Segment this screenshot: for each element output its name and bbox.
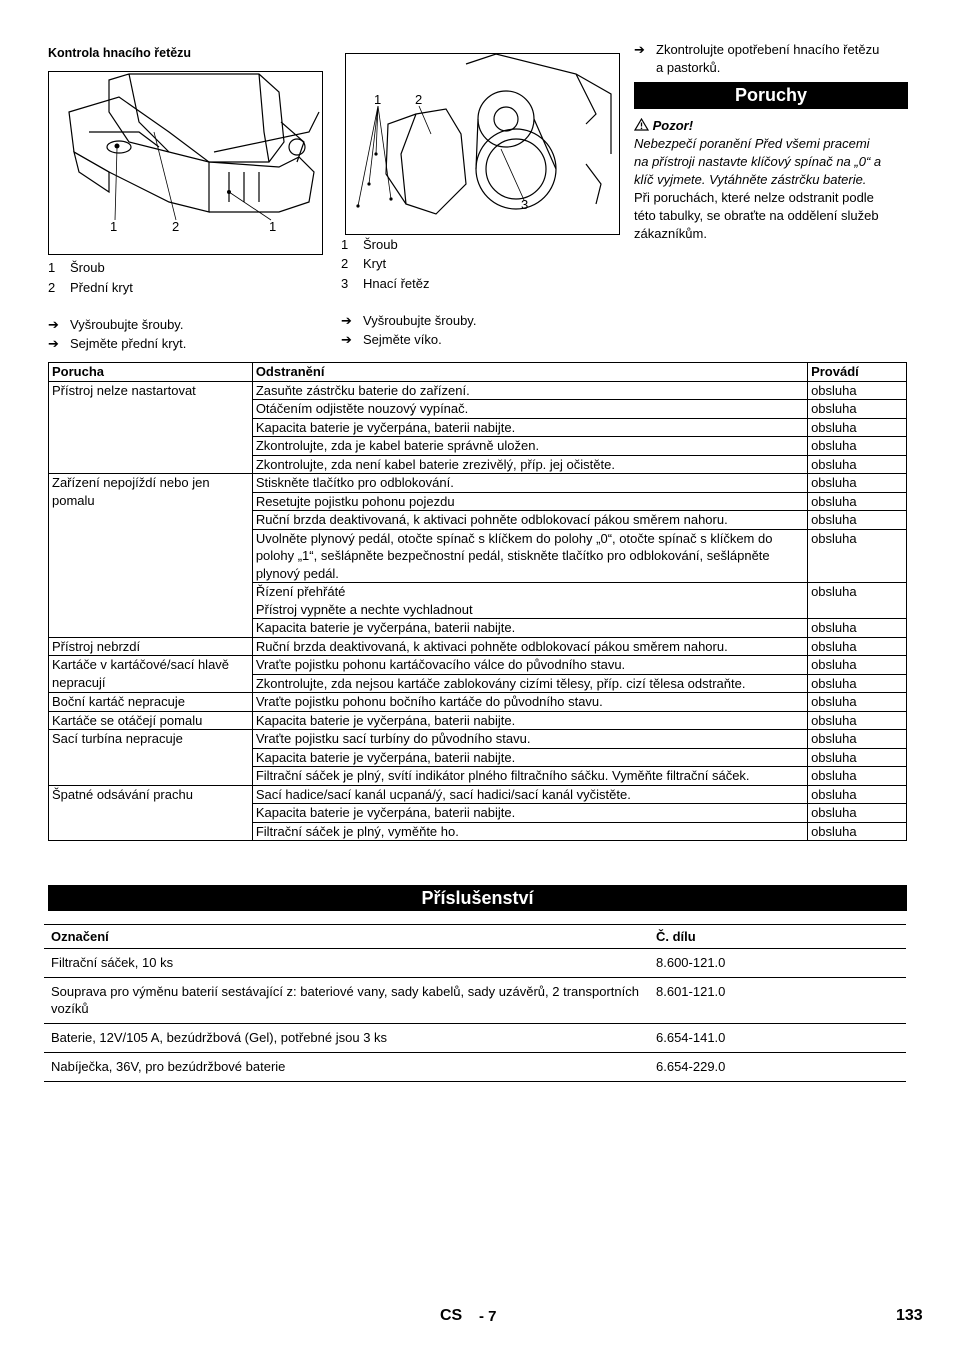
remedy-cell: Ruční brzda deaktivovaná, k aktivaci pohněte odblokovací pákou směrem nahoru. (252, 511, 807, 530)
table-row (49, 785, 907, 804)
performer-cell: obsluha (808, 619, 907, 638)
performer-cell: obsluha (808, 767, 907, 786)
table-row (49, 730, 907, 749)
fault-cell: Přístroj nebrzdí (49, 637, 253, 656)
legend-item: 3 Hnací řetěz (341, 276, 430, 291)
column-header: Odstranění (252, 363, 807, 382)
warning-text: Nebezpečí poranění Před všemi pracemi na přístroji nastavte klíčový spínač na „0“ a klíč vyjmete. Vytáhněte zástrčku baterie. (634, 136, 882, 187)
remedy-cell: Zkontrolujte, zda je kabel baterie správně uložen. (252, 437, 807, 456)
legend-item: 1 Šroub (48, 260, 105, 275)
fault-cell: Zařízení nepojíždí nebo jen pomalu (49, 474, 253, 638)
warning-triangle-icon (634, 118, 649, 131)
callout-1b: 1 (269, 219, 277, 234)
instruction-step: ➔ Sejměte víko. (341, 332, 442, 347)
fault-cell: Přístroj nelze nastartovat (49, 381, 253, 474)
faults-note: Při poruchách, které nelze odstranit podle této tabulky, se obraťte na oddělení služeb zákazníkům. (634, 190, 879, 241)
performer-cell: obsluha (808, 785, 907, 804)
callout-1: 1 (374, 92, 382, 107)
machine-front-illustration (49, 72, 322, 254)
fault-cell: Sací turbína nepracuje (49, 730, 253, 786)
drive-chain-illustration (346, 54, 619, 234)
accessory-name: Souprava pro výměnu baterií sestávající z: bateriové vany, sady kabelů, sady uzávěrů, 2 transportních vozíků (44, 978, 649, 1024)
table-row (44, 978, 906, 1024)
arrow-icon: ➔ (48, 317, 59, 332)
column-header: Porucha (49, 363, 253, 382)
table-row (44, 949, 906, 978)
part-number: 8.601-121.0 (649, 978, 906, 1024)
remedy-cell: Vraťte pojistku pohonu kartáčovacího válce do původního stavu. (252, 656, 807, 675)
performer-cell: obsluha (808, 381, 907, 400)
callout-3: 3 (521, 197, 529, 212)
legend-item: 1 Šroub (341, 237, 398, 252)
remedy-cell: Ruční brzda deaktivovaná, k aktivaci pohněte odblokovací pákou směrem nahoru. (252, 637, 807, 656)
remedy-cell: Zasuňte zástrčku baterie do zařízení. (252, 381, 807, 400)
performer-cell: obsluha (808, 474, 907, 493)
remedy-cell: Kapacita baterie je vyčerpána, baterii nabijte. (252, 748, 807, 767)
remedy-cell: Kapacita baterie je vyčerpána, baterii nabijte. (252, 418, 807, 437)
section-heading: Kontrola hnacího řetězu (48, 46, 192, 60)
instruction-step: ➔ Vyšroubujte šrouby. (48, 317, 184, 332)
table-row (49, 711, 907, 730)
accessory-name: Nabíječka, 36V, pro bezúdržbové baterie (44, 1053, 649, 1082)
remedy-cell: Kapacita baterie je vyčerpána, baterii nabijte. (252, 619, 807, 638)
accessories-section-title: Příslušenství (48, 885, 907, 911)
column-header: Provádí (808, 363, 907, 382)
footer-language: CS (440, 1307, 463, 1324)
column-header: Č. dílu (649, 925, 906, 949)
fault-cell: Kartáče v kartáčové/sací hlavě nepracují (49, 656, 253, 693)
fault-cell: Špatné odsávání prachu (49, 785, 253, 841)
table-row (49, 693, 907, 712)
remedy-cell: Filtrační sáček je plný, svítí indikátor plného filtračního sáčku. Vyměňte filtrační sáček. (252, 767, 807, 786)
remedy-cell: Kapacita baterie je vyčerpána, baterii nabijte. (252, 711, 807, 730)
warning-title: Pozor! (652, 118, 694, 133)
remedy-cell: Zkontrolujte, zda není kabel baterie zrezivělý, příp. jej očistěte. (252, 455, 807, 474)
table-header-row (44, 925, 906, 949)
performer-cell: obsluha (808, 711, 907, 730)
callout-2: 2 (172, 219, 180, 234)
performer-cell: obsluha (808, 400, 907, 419)
performer-cell: obsluha (808, 637, 907, 656)
accessories-table (44, 924, 906, 1082)
remedy-cell: Řízení přehřáté Přístroj vypněte a nechte vychladnout (252, 583, 807, 619)
faults-table (48, 362, 907, 841)
performer-cell: obsluha (808, 529, 907, 583)
chain-cover-figure (345, 53, 620, 235)
remedy-cell: Sací hadice/sací kanál ucpaná/ý, sací hadici/sací kanál vyčistěte. (252, 785, 807, 804)
legend-item: 2 Přední kryt (48, 280, 133, 295)
remedy-cell: Kapacita baterie je vyčerpána, baterii nabijte. (252, 804, 807, 823)
column-header: Označení (44, 925, 649, 949)
performer-cell: obsluha (808, 693, 907, 712)
callout-2: 2 (415, 92, 423, 107)
remedy-cell: Uvolněte plynový pedál, otočte spínač s klíčkem do polohy „0“, otočte spínač s klíčkem do polohy „1“, sešlápněte bezpečnostní pedál, stiskněte tlačítko pro odblokování, sešlápněte plynový pedál. (252, 529, 807, 583)
performer-cell: obsluha (808, 455, 907, 474)
instruction-step: ➔ Vyšroubujte šrouby. (341, 313, 477, 328)
table-row (44, 1024, 906, 1053)
table-header-row (49, 363, 907, 382)
arrow-icon: ➔ (48, 336, 59, 351)
remedy-cell: Stiskněte tlačítko pro odblokování. (252, 474, 807, 493)
performer-cell: obsluha (808, 492, 907, 511)
callout-1: 1 (110, 219, 118, 234)
arrow-icon: ➔ (341, 313, 352, 328)
performer-cell: obsluha (808, 822, 907, 841)
remedy-cell: Zkontrolujte, zda nejsou kartáče zablokovány cizími tělesy, příp. cizí tělesa odstraňte. (252, 674, 807, 693)
performer-cell: obsluha (808, 674, 907, 693)
table-row (49, 637, 907, 656)
legend-item: 2 Kryt (341, 256, 387, 271)
table-row (49, 381, 907, 400)
fault-cell: Boční kartáč nepracuje (49, 693, 253, 712)
instruction-step: ➔ Zkontrolujte opotřebení hnacího řetězu a pastorků. (634, 42, 880, 75)
performer-cell: obsluha (808, 730, 907, 749)
performer-cell: obsluha (808, 511, 907, 530)
instruction-step: ➔ Sejměte přední kryt. (48, 336, 187, 351)
table-row (49, 474, 907, 493)
table-row (49, 656, 907, 675)
remedy-cell: Vraťte pojistku sací turbíny do původního stavu. (252, 730, 807, 749)
performer-cell: obsluha (808, 418, 907, 437)
faults-section-title: Poruchy (634, 82, 908, 109)
performer-cell: obsluha (808, 804, 907, 823)
part-number: 6.654-229.0 (649, 1053, 906, 1082)
remedy-cell: Otáčením odjistěte nouzový vypínač. (252, 400, 807, 419)
arrow-icon: ➔ (341, 332, 352, 347)
remedy-cell: Filtrační sáček je plný, vyměňte ho. (252, 822, 807, 841)
remedy-cell: Vraťte pojistku pohonu bočního kartáče do původního stavu. (252, 693, 807, 712)
fault-cell: Kartáče se otáčejí pomalu (49, 711, 253, 730)
part-number: 8.600-121.0 (649, 949, 906, 978)
warning-block (634, 117, 908, 243)
accessory-name: Filtrační sáček, 10 ks (44, 949, 649, 978)
footer-section-page: - 7 (479, 1308, 497, 1325)
performer-cell: obsluha (808, 656, 907, 675)
performer-cell: obsluha (808, 437, 907, 456)
performer-cell: obsluha (808, 748, 907, 767)
arrow-icon: ➔ (634, 42, 645, 57)
remedy-cell: Resetujte pojistku pohonu pojezdu (252, 492, 807, 511)
performer-cell: obsluha (808, 583, 907, 619)
accessory-name: Baterie, 12V/105 A, bezúdržbová (Gel), potřebné jsou 3 ks (44, 1024, 649, 1053)
part-number: 6.654-141.0 (649, 1024, 906, 1053)
table-row (44, 1053, 906, 1082)
front-cover-figure (48, 71, 323, 255)
page-number: 133 (896, 1307, 923, 1324)
